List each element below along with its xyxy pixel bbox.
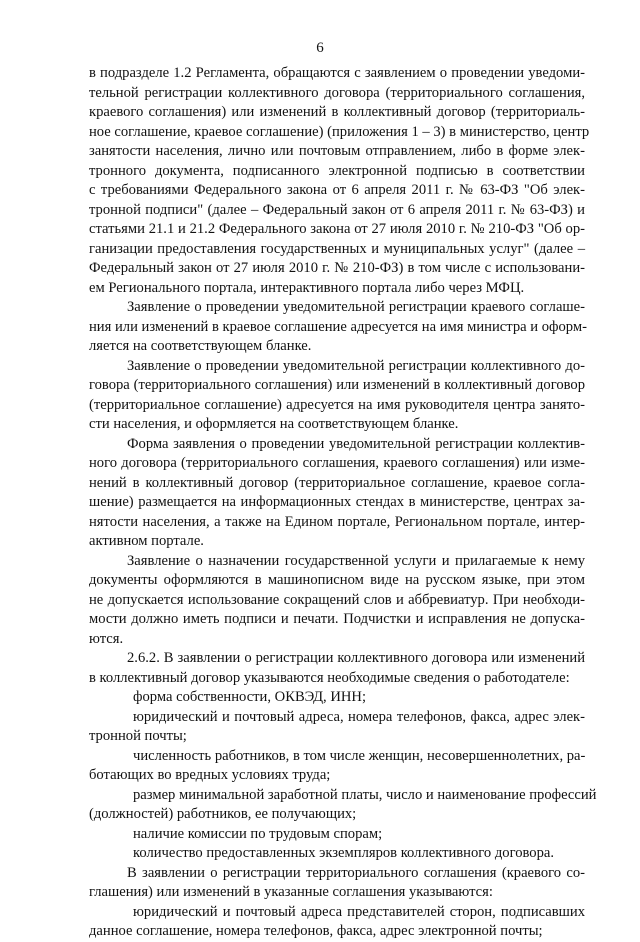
body-text [89, 64, 597, 942]
text-line: документы оформляются в машинописном виде на русском языке, при этом [89, 572, 585, 588]
text-line: ния или изменений в краевое соглашение адресуется на имя министра и оформ- [89, 318, 587, 335]
text-line: ное соглашение, краевое соглашение) (приложения 1 – 3) в министерство, центр [89, 123, 590, 140]
text-line: говора (территориального соглашения) или изменений в коллективный договор [89, 377, 585, 393]
text-line: мости должно иметь подписи и печати. Подчистки и исправления не допуска- [89, 611, 585, 627]
text-line: ботающих во вредных условиях труда; [89, 767, 331, 783]
text-line: В заявлении о регистрации территориального соглашения (краевого со- [127, 864, 585, 881]
text-line: активном портале. [89, 533, 204, 549]
text-line: в коллективный договор указываются необходимые сведения о работодателе: [89, 669, 570, 686]
text-line: Заявление о назначении государственной услуги и прилагаемые к нему [127, 552, 585, 569]
text-line: в подразделе 1.2 Регламента, обращаются с заявлением о проведении уведоми- [89, 65, 585, 81]
text-line: глашения) или изменений в указанные соглашения указываются: [89, 884, 493, 900]
text-line: форма собственности, ОКВЭД, ИНН; [133, 689, 367, 705]
text-line: нений в коллективный договор (территориальное соглашение, краевое согла- [89, 474, 585, 491]
text-line: (территориальное соглашение) адресуется на имя руководителя центра занято- [89, 396, 585, 413]
text-line: сти населения, и оформляется на соответствующем бланке. [89, 416, 459, 432]
text-line: наличие комиссии по трудовым спорам; [133, 825, 383, 842]
text-line: с требованиями Федерального закона от 6 апреля 2011 г. № 63-ФЗ "Об элек- [89, 182, 585, 198]
text-line: данное соглашение, номера телефонов, факса, адрес электронной почты; [89, 923, 543, 939]
text-line: тронного документа, подписанного электронной подписью в соответствии [89, 162, 585, 179]
text-line: Федеральный закон от 27 июля 2010 г. № 210-ФЗ) в том числе с использовани- [89, 260, 585, 276]
text-line: тронной почты; [89, 728, 187, 744]
text-line: краевого соглашения) или изменений в коллективный договор (территориаль- [89, 104, 585, 120]
text-line: ем Регионального портала, интерактивного портала либо через МФЦ. [89, 279, 525, 296]
text-line: шение) размещается на информационных стендах в министерстве, центрах за- [89, 494, 585, 510]
text-line: не допускается использование сокращений слов и аббревиатур. При необходи- [89, 591, 585, 608]
text-line: (должностей) работников, ее получающих; [89, 806, 357, 822]
text-line: Форма заявления о проведении уведомительной регистрации коллектив- [127, 435, 585, 452]
text-line: юридический и почтовый адреса, номера телефонов, факса, адрес элек- [133, 708, 585, 725]
text-line: ются. [89, 630, 124, 647]
text-line: статьями 21.1 и 21.2 Федерального закона от 27 июля 2010 г. № 210-ФЗ "Об ор- [89, 221, 585, 237]
text-line: тронной подписи" (далее – Федеральный закон от 6 апреля 2011 г. № 63-ФЗ) и [89, 201, 585, 218]
text-line: Заявление о проведении уведомительной регистрации коллективного до- [127, 357, 585, 374]
text-line: ного договора (территориального соглашения, краевого соглашения) или изме- [89, 455, 585, 471]
text-line: 2.6.2. В заявлении о регистрации коллективного договора или изменений [127, 650, 585, 666]
text-line: Заявление о проведении уведомительной регистрации краевого соглаше- [127, 299, 585, 315]
text-line: размер минимальной заработной платы, число и наименование профессий [133, 786, 597, 803]
text-line: юридический и почтовый адреса представителей сторон, подписавших [133, 903, 585, 920]
text-line: количество предоставленных экземпляров коллективного договора. [133, 845, 555, 861]
page-number: 6 [316, 40, 324, 56]
text-line: ганизации предоставления государственных и муниципальных услуг" (далее – [89, 240, 585, 257]
text-line: нятости населения, а также на Едином портале, Региональном портале, интер- [89, 513, 585, 530]
text-line: численность работников, в том числе женщин, несовершеннолетних, ра- [133, 747, 586, 764]
text-line: занятости населения, лично или почтовым отправлением, либо в форме элек- [89, 143, 585, 159]
text-line: тельной регистрации коллективного договора (территориального соглашения, [89, 84, 585, 101]
text-line: ляется на соответствующем бланке. [89, 338, 312, 354]
